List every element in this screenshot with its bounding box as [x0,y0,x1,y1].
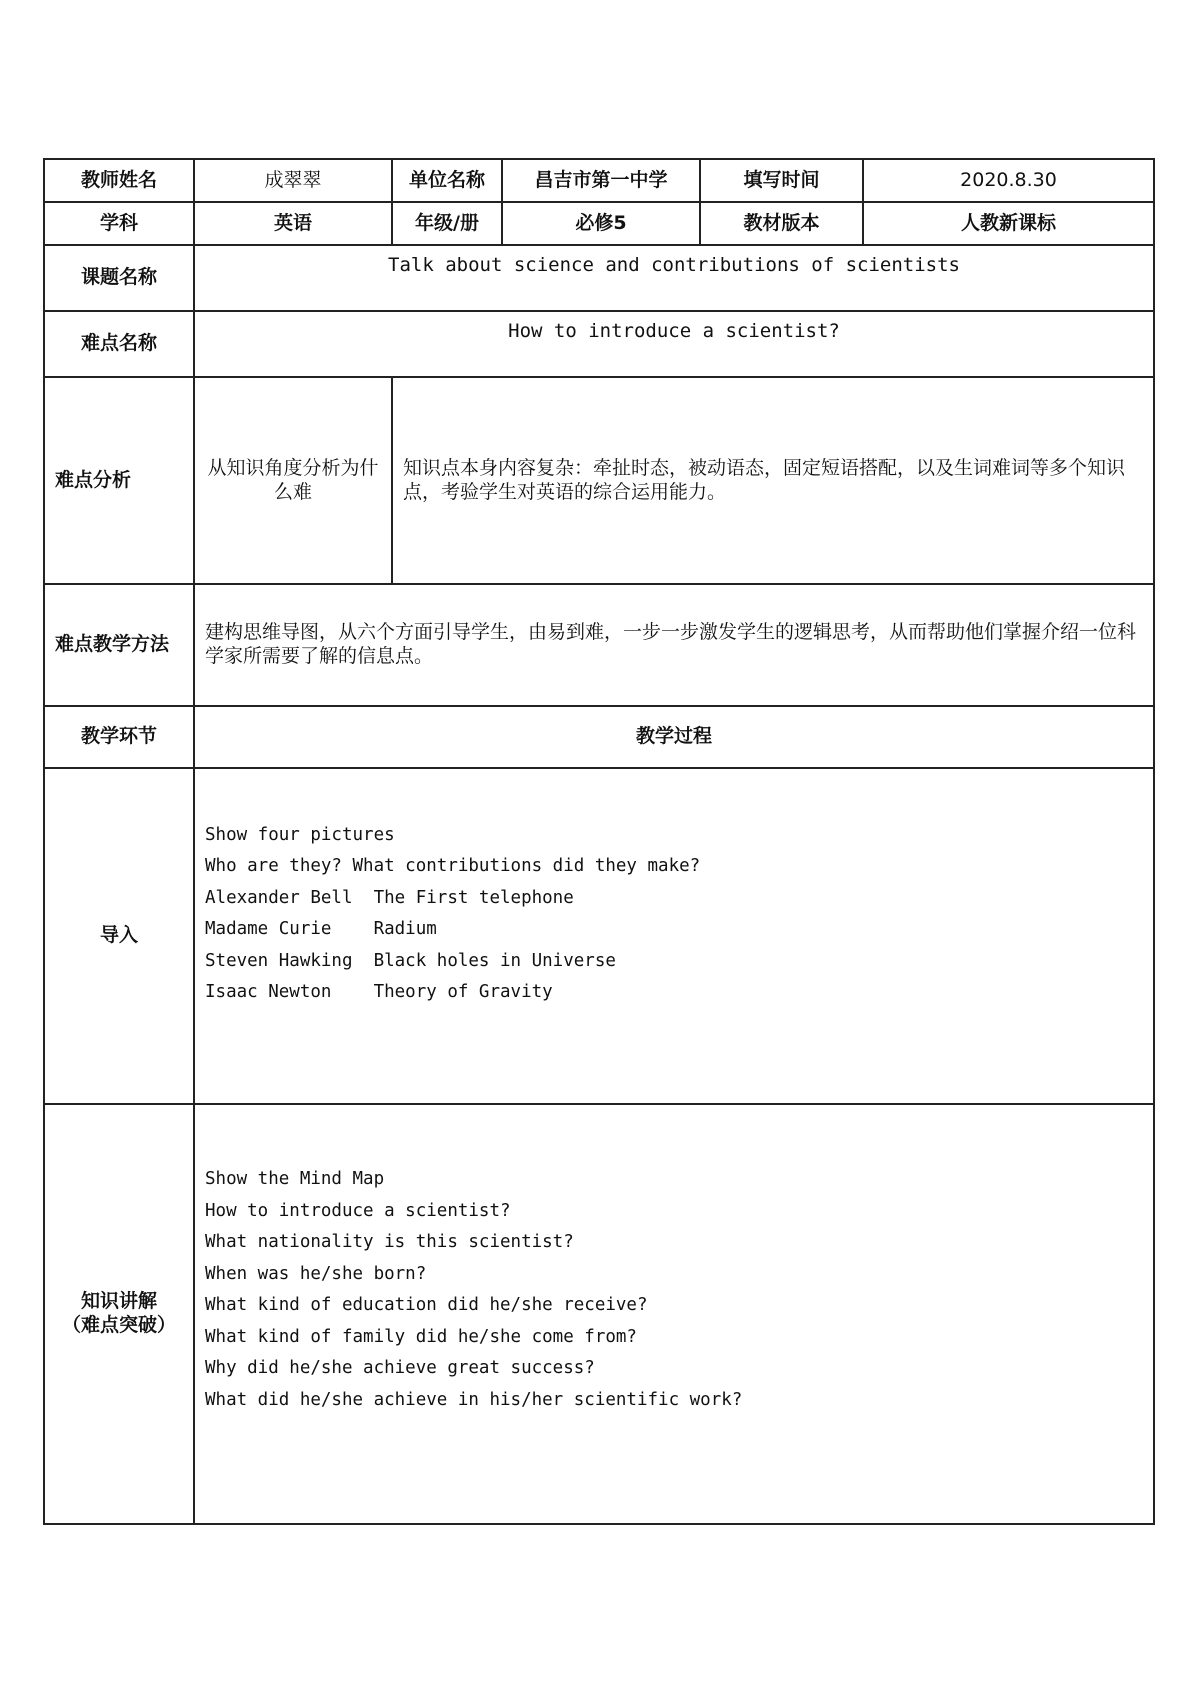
knowledge-content [194,1104,1154,1524]
method-row [44,584,1154,706]
lesson-plan-table [43,158,1155,1525]
unit-value: 昌吉市第一中学 [502,159,700,202]
knowledge-line: What kind of family did he/she come from? [205,1326,637,1347]
stage-header: 教学环节 [44,706,194,768]
analysis-row [44,377,1154,584]
intro-label: 导入 [44,768,194,1104]
intro-line: Isaac Newton Theory of Gravity [205,982,553,1002]
analysis-label: 难点分析 [44,377,194,584]
difficulty-value: How to introduce a scientist? [194,311,1154,377]
topic-value: Talk about science and contributions of scientists [194,245,1154,311]
knowledge-line: How to introduce a scientist? [205,1200,511,1221]
unit-label: 单位名称 [392,159,502,202]
header-row-1 [44,159,1154,202]
date-value: 2020.8.30 [863,159,1154,202]
knowledge-line: What kind of education did he/she receive? [205,1295,648,1315]
process-header: 教学过程 [194,706,1154,768]
knowledge-line: Why did he/she achieve great success? [205,1358,595,1378]
knowledge-row [44,1104,1154,1524]
teacher-label: 教师姓名 [44,159,194,202]
grade-value: 必修5 [502,202,700,245]
method-text: 建构思维导图，从六个方面引导学生，由易到难，一步一步激发学生的逻辑思考，从而帮助他们掌握介绍一位科学家所需要了解的信息点。 [194,584,1154,706]
analysis-sub-label: 从知识角度分析为什么难 [194,377,392,584]
date-label: 填写时间 [700,159,863,202]
grade-label: 年级/册 [392,202,502,245]
knowledge-line: What did he/she achieve in his/her scientific work? [205,1389,743,1410]
topic-label: 课题名称 [44,245,194,311]
knowledge-label-line1: 知识讲解 [80,1290,157,1313]
process-header-row [44,706,1154,768]
knowledge-line: Show the Mind Map [205,1169,385,1189]
knowledge-label [44,1104,194,1524]
subject-value: 英语 [194,202,392,245]
intro-line: Alexander Bell The First telephone [205,887,574,908]
header-row-2 [44,202,1154,245]
intro-line: Show four pictures [205,824,395,845]
subject-label: 学科 [44,202,194,245]
teacher-value: 成翠翠 [194,159,392,202]
difficulty-label: 难点名称 [44,311,194,377]
method-label: 难点教学方法 [44,584,194,706]
difficulty-row [44,311,1154,377]
textbook-label: 教材版本 [700,202,863,245]
topic-row [44,245,1154,311]
analysis-text: 知识点本身内容复杂：牵扯时态，被动语态，固定短语搭配，以及生词难词等多个知识点，考验学生对英语的综合运用能力。 [392,377,1154,584]
knowledge-label-line2: （难点突破） [61,1314,176,1336]
intro-line: Steven Hawking Black holes in Universe [205,950,616,971]
intro-line: Madame Curie Radium [205,919,437,939]
intro-row [44,768,1154,1104]
intro-content [194,768,1154,1104]
knowledge-line: What nationality is this scientist? [205,1232,574,1252]
lesson-plan-page [43,158,1153,1525]
knowledge-line: When was he/she born? [205,1263,427,1284]
textbook-value: 人教新课标 [863,202,1154,245]
intro-line: Who are they? What contributions did they make? [205,856,701,876]
